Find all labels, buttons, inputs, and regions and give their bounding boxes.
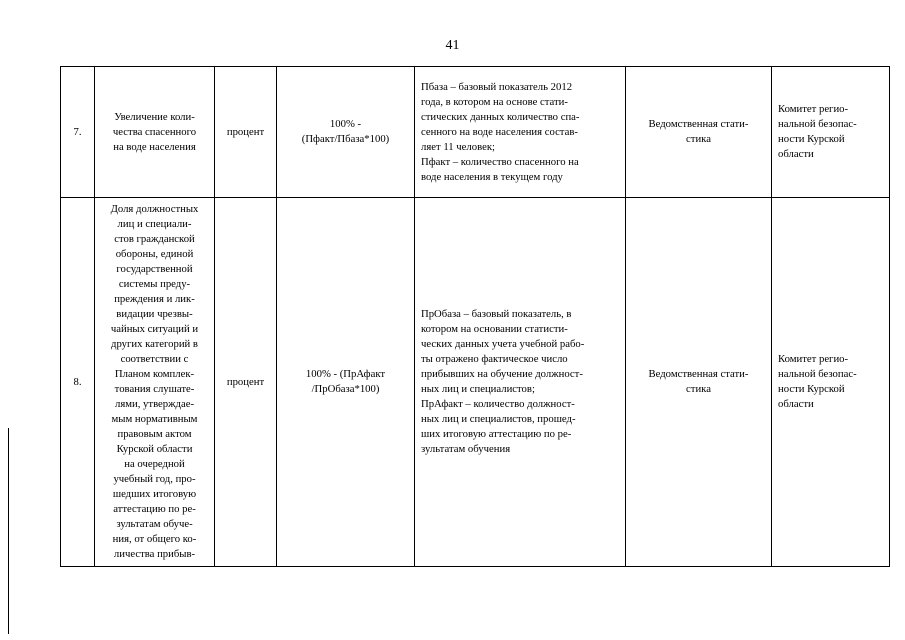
indicator-description: ПрОбаза – базовый показатель, в котором на основании статисти- ческих данных учета учебной рабо- ты отражено фактическое число прибывших на обучение должност- ных лиц и специалистов; ПрАфакт – количество должност- ных лиц и специалистов, прошед- ших итоговую аттестацию по ре- зультатам обучения — [415, 198, 626, 567]
row-number: 8. — [61, 198, 95, 567]
unit-of-measure: процент — [215, 198, 277, 567]
indicators-table — [60, 66, 890, 567]
scan-margin-line — [8, 428, 9, 634]
responsible-body: Комитет регио- нальной безопас- ности Курской области — [772, 198, 890, 567]
unit-of-measure: процент — [215, 67, 277, 198]
table-row — [61, 67, 890, 198]
calculation-formula: 100% - (ПрАфакт /ПрОбаза*100) — [277, 198, 415, 567]
responsible-body: Комитет регио- нальной безопас- ности Курской области — [772, 67, 890, 198]
indicator-name: Доля должностных лиц и специали- стов гражданской обороны, единой государственной системы преду- преждения и лик- видации чрезвы- чайных ситуаций и других категорий в соответствии с Планом комплек- тования слушате- лями, утверждае- мым нормативным правовым актом Курской области на очередной учебный год, про- шедших итоговую аттестацию по ре- зультатам обуче- ния, от общего ко- личества прибыв- — [95, 198, 215, 567]
calculation-formula: 100% - (Пфакт/Пбаза*100) — [277, 67, 415, 198]
table-row — [61, 198, 890, 567]
indicator-name: Увеличение коли- чества спасенного на воде населения — [95, 67, 215, 198]
data-source: Ведомственная стати- стика — [626, 198, 772, 567]
page-number: 41 — [445, 38, 460, 53]
data-source: Ведомственная стати- стика — [626, 67, 772, 198]
indicator-description: Пбаза – базовый показатель 2012 года, в котором на основе стати- стических данных количество спа- сенного на воде населения состав- ляет 11 человек; Пфакт – количество спасенного на воде населения в текущем году — [415, 67, 626, 198]
row-number: 7. — [61, 67, 95, 198]
